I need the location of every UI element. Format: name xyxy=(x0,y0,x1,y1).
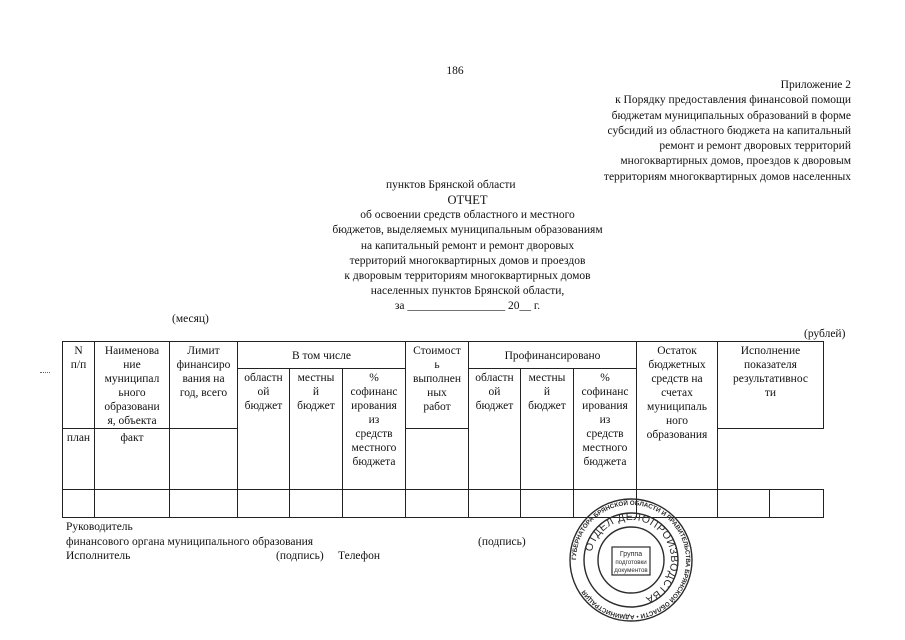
table-cell xyxy=(290,490,343,518)
table-header-row xyxy=(63,342,824,369)
table-cell xyxy=(170,490,238,518)
report-title-block xyxy=(290,193,645,315)
currency-label: (рублей) xyxy=(804,328,846,340)
report-period-line: за _________________ 20__ г. xyxy=(394,300,541,313)
seal-inner-text: ОТДЕЛ ДЕЛОПРОИЗВОДСТВА xyxy=(582,510,681,606)
header-cell-number: N п/п xyxy=(63,342,95,429)
header-cell-fin-regional: областн ой бюджет xyxy=(469,369,521,490)
table-cell xyxy=(63,490,95,518)
header-cell-plan: план xyxy=(63,429,95,490)
header-cell-fin-local: местны й бюджет xyxy=(521,369,574,490)
appendix-line: Приложение 2 xyxy=(780,79,851,91)
seal-outer-text: ГУБЕРНАТОРА БРЯНСКОЙ ОБЛАСТИ И ПРАВИТЕЛЬСТВА БРЯНСКОЙ ОБЛАСТИ • АДМИНИСТРАЦИЯ xyxy=(570,499,692,621)
header-cell-balance: Остаток бюджетных средств на счетах муниципаль ного образования xyxy=(637,342,718,490)
month-label: (месяц) xyxy=(172,313,209,325)
table-cell xyxy=(718,490,770,518)
header-cell-inc-pct: % софинанс ирования из средств местного бюджета xyxy=(343,369,406,490)
appendix-line: многоквартирных домов, проездов к дворовым xyxy=(620,155,851,168)
report-subtitle-line: об освоении средств областного и местного xyxy=(360,209,575,222)
table-cell xyxy=(521,490,574,518)
head-org-line xyxy=(66,535,526,550)
header-cell-fin-pct: % софинанс ирования из средств местного бюджета xyxy=(574,369,637,490)
report-subtitle-line: территорий многоквартирных домов и проездов xyxy=(349,254,586,267)
seal-center-line: подготовки xyxy=(615,559,647,566)
table-cell xyxy=(238,490,290,518)
header-group-execution: Исполнение показателя результативнос ти xyxy=(718,342,824,429)
page-number: 186 xyxy=(446,65,464,77)
table-cell xyxy=(770,490,824,518)
phone-label: Телефон xyxy=(338,550,381,562)
appendix-line: к Порядку предоставления финансовой помощи xyxy=(615,94,851,107)
table-cell xyxy=(406,490,469,518)
seal-stamp xyxy=(568,497,694,623)
report-subtitle-line: к дворовым территориям многоквартирных домов xyxy=(344,270,591,283)
seal-center-line: документов xyxy=(614,567,648,574)
signature-block xyxy=(66,520,526,564)
margin-mark xyxy=(40,372,50,373)
header-cell-inc-local: местны й бюджет xyxy=(290,369,343,490)
appendix-line: ремонт и ремонт дворовых территорий xyxy=(659,140,851,153)
header-cell-limit: Лимит финансиро вания на год, всего xyxy=(170,342,238,429)
appendix-last-line: пунктов Брянской области xyxy=(386,179,516,191)
executor-line xyxy=(66,549,381,564)
header-cell-inc-regional: областн ой бюджет xyxy=(238,369,290,490)
head-org-label: финансового органа муниципального образования xyxy=(66,535,314,548)
report-table xyxy=(62,341,824,518)
seal-center-line: Группа xyxy=(619,551,643,558)
header-cell-cost: Стоимост ь выполнен ных работ xyxy=(406,342,469,429)
head-title: Руководитель xyxy=(66,521,133,533)
report-title: ОТЧЕТ xyxy=(447,193,488,207)
appendix-line: субсидий из областного бюджета на капитальный xyxy=(607,124,851,137)
header-cell-fact: факт xyxy=(95,429,170,490)
head-signature-label: (подпись) xyxy=(478,535,526,548)
header-group-including: В том числе xyxy=(238,342,406,369)
executor-signature-label: (подпись) xyxy=(276,550,324,562)
header-cell-name: Наименова ние муниципал ьного образовани я, объекта xyxy=(95,342,170,429)
appendix-line: бюджетам муниципальных образований в форме xyxy=(611,109,851,122)
report-subtitle-line: бюджетов, выделяемых муниципальным образованиям xyxy=(332,224,603,237)
table-cell xyxy=(343,490,406,518)
header-group-financed: Профинансировано xyxy=(469,342,637,369)
table-row xyxy=(63,490,824,518)
table-cell xyxy=(469,490,521,518)
appendix-header xyxy=(604,78,851,185)
executor-label: Исполнитель xyxy=(66,550,131,562)
report-subtitle-line: населенных пунктов Брянской области, xyxy=(370,285,565,298)
report-subtitle-line: на капитальный ремонт и ремонт дворовых xyxy=(360,239,575,252)
table-cell xyxy=(95,490,170,518)
appendix-line: территориям многоквартирных домов населенных xyxy=(603,170,851,183)
